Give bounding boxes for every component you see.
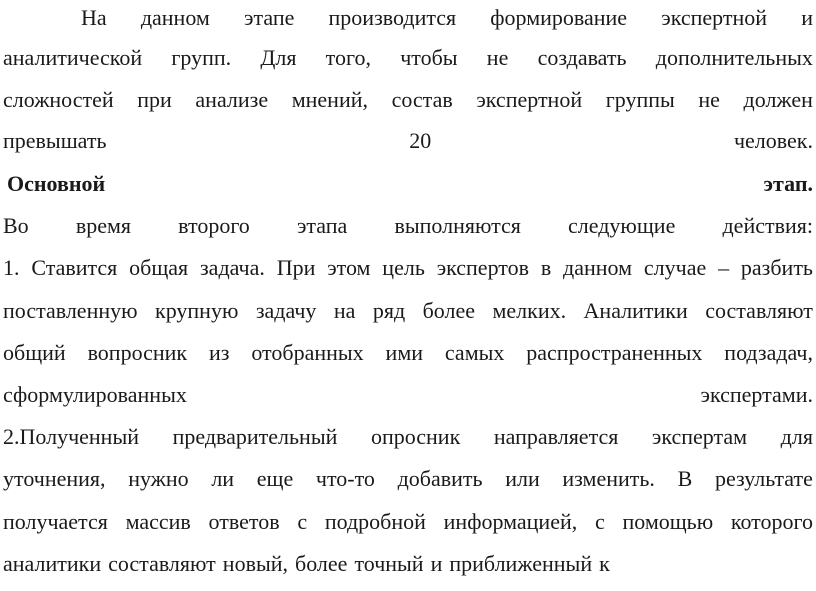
- word: еще: [256, 466, 294, 491]
- word: превышать: [3, 128, 107, 153]
- word: этапе: [244, 5, 295, 30]
- word: группы: [605, 87, 675, 112]
- word: выполняются: [394, 213, 521, 238]
- word: подзадач,: [724, 340, 813, 365]
- word: –: [718, 255, 730, 280]
- word: изменить.: [562, 466, 655, 491]
- word: 1.: [3, 255, 20, 280]
- section-heading: [3, 166, 813, 202]
- word: предварительный: [172, 424, 338, 449]
- word: экспертам: [651, 424, 748, 449]
- word: результате: [714, 466, 813, 491]
- word: при: [137, 87, 172, 112]
- word: экспертов: [436, 255, 529, 280]
- word: групп.: [171, 45, 232, 70]
- word: На: [81, 5, 107, 30]
- word: и: [801, 5, 813, 30]
- word: общий: [3, 340, 66, 365]
- word: добавить: [397, 466, 483, 491]
- word: данном: [563, 255, 633, 280]
- word: действия:: [722, 213, 813, 238]
- word: самых: [444, 340, 505, 365]
- word: разбить: [740, 255, 813, 280]
- word: этом: [327, 255, 371, 280]
- word: производится: [328, 5, 457, 30]
- word: из: [209, 340, 230, 365]
- word: опросник: [370, 424, 461, 449]
- word: уточнения,: [3, 466, 106, 491]
- word: анализе: [195, 87, 269, 112]
- word: дополнительных: [655, 45, 813, 70]
- text-line: [3, 123, 813, 159]
- text-line: [3, 293, 813, 329]
- text-line: [3, 335, 813, 371]
- word: этапа: [296, 213, 348, 238]
- word: и: [430, 551, 443, 576]
- word: В: [677, 466, 693, 491]
- word: подробной: [324, 509, 426, 534]
- word: крупную: [155, 298, 239, 323]
- word: Для: [260, 45, 297, 70]
- word: чтобы: [400, 45, 458, 70]
- word: экспертной: [661, 5, 768, 30]
- word: не: [486, 45, 509, 70]
- word: второго: [178, 213, 250, 238]
- word: на: [333, 298, 356, 323]
- word: не: [698, 87, 720, 112]
- text-line: [3, 250, 813, 286]
- text-line: [3, 40, 813, 76]
- word: в: [540, 255, 552, 280]
- word: экспертной: [476, 87, 583, 112]
- word: состав: [391, 87, 453, 112]
- word: задача.: [199, 255, 265, 280]
- text-line: [3, 504, 813, 540]
- word: нужно: [128, 466, 189, 491]
- text-line: [3, 419, 813, 455]
- word: данном: [140, 5, 210, 30]
- word: задачу: [255, 298, 317, 323]
- word: Аналитики: [583, 298, 688, 323]
- text-line: [3, 208, 813, 244]
- word: вопросник: [87, 340, 188, 365]
- word: с: [297, 509, 308, 534]
- word: что-то: [315, 466, 375, 491]
- word: ряд: [372, 298, 406, 323]
- word: аналитики: [3, 551, 102, 576]
- word: этап.: [763, 171, 813, 196]
- word: ими: [385, 340, 424, 365]
- word: следующие: [568, 213, 676, 238]
- word: которого: [730, 509, 813, 534]
- word: аналитической: [3, 45, 143, 70]
- word: общая: [129, 255, 189, 280]
- word: направляется: [493, 424, 619, 449]
- word: сформулированных: [3, 382, 187, 407]
- word: более: [295, 551, 348, 576]
- word: Основной: [7, 171, 106, 196]
- word: или: [505, 466, 540, 491]
- word: Ставится: [31, 255, 118, 280]
- text-line: [3, 82, 813, 118]
- word: точный: [354, 551, 424, 576]
- word: к: [599, 551, 610, 576]
- word: помощью: [622, 509, 714, 534]
- word: более: [422, 298, 476, 323]
- word: массив: [125, 509, 191, 534]
- word: распространенных: [526, 340, 703, 365]
- word: мелких.: [492, 298, 567, 323]
- word: поставленную: [3, 298, 138, 323]
- word: формирование: [490, 5, 628, 30]
- word: экспертами.: [700, 382, 813, 407]
- word: сложностей: [3, 87, 114, 112]
- text-line: [3, 0, 813, 36]
- word: новый,: [222, 551, 289, 576]
- word: создавать: [537, 45, 627, 70]
- word: При: [276, 255, 316, 280]
- word: человек.: [733, 128, 813, 153]
- word: Во: [3, 213, 29, 238]
- word: случае: [643, 255, 707, 280]
- word: должен: [743, 87, 813, 112]
- word: получается: [3, 509, 108, 534]
- text-line: [3, 377, 813, 413]
- word: с: [594, 509, 605, 534]
- word: для: [780, 424, 813, 449]
- word: того,: [325, 45, 371, 70]
- word: цель: [382, 255, 425, 280]
- text-line: [3, 546, 813, 582]
- word: ответов: [208, 509, 280, 534]
- word: ли: [211, 466, 235, 491]
- word: мнений,: [291, 87, 368, 112]
- word: составляют: [705, 298, 813, 323]
- word: 2.Полученный: [3, 424, 140, 449]
- word: 20: [409, 128, 432, 153]
- word: информацией,: [443, 509, 578, 534]
- word: отобранных: [251, 340, 364, 365]
- word: приближенный: [449, 551, 593, 576]
- text-line: [3, 461, 813, 497]
- word: составляют: [108, 551, 216, 576]
- word: время: [75, 213, 132, 238]
